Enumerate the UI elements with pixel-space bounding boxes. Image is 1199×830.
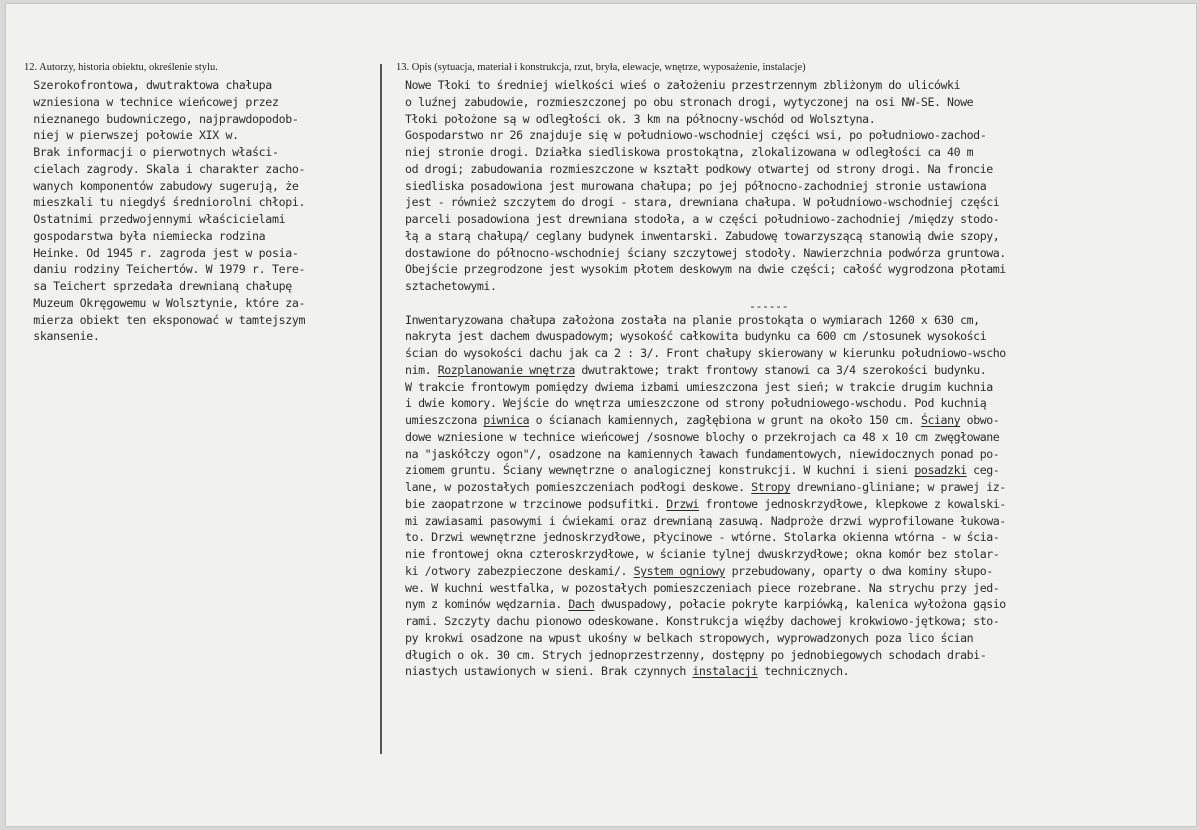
text-line: gospodarstwa była niemiecka rodzina xyxy=(20,228,266,243)
text-line: mierza obiekt ten eksponować w tamtejszym xyxy=(20,312,306,327)
text-line: W trakcie frontowym pomiędzy dwiema izbami umieszczona jest sień; w trakcie drugim kuchnia xyxy=(392,379,993,394)
text-line: od drogi; zabudowania rozmieszczone w kształt podkowy otwartej od strony drogi. Na froncie xyxy=(392,161,993,176)
text-line: dostawione do północno-wschodniej ściany szczytowej stodoły. Nawierzchnia podwórza gruntowa. xyxy=(392,245,1006,260)
text-line: niej stronie drogi. Działka siedliskowa prostokątna, zlokalizowana w odległości ca 40 m xyxy=(392,145,974,159)
text-line: ki /otwory zabezpieczone deskami/. System ogniowy przebudowany, oparty o dwa kominy słupo- xyxy=(392,563,993,578)
text-line: Brak informacji o pierwotnych właści- xyxy=(20,145,279,159)
text-line: skansenie. xyxy=(20,329,100,344)
text-line: Tłoki położone są w odległości ok. 3 km na północny-wschód od Wolsztyna. xyxy=(392,111,876,126)
text-line: Nowe Tłoki to średniej wielkości wieś o założeniu przestrzennym zbliżonym do ulicówki xyxy=(392,78,961,92)
text-line: Gospodarstwo nr 26 znajduje się w południowo-wschodniej części wsi, po południowo-zachod- xyxy=(392,128,987,143)
text-line: sztachetowymi. xyxy=(392,279,497,293)
underlined-term: System ogniowy xyxy=(633,563,726,578)
underlined-term: Dach xyxy=(568,597,595,612)
text-line: Inwentaryzowana chałupa założona została na planie prostokąta o wymiarach 1260 x 630 cm, xyxy=(392,312,980,327)
text-line: cielach zagrody. Skala i charakter zacho- xyxy=(20,161,306,176)
underlined-term: Rozplanowanie wnętrza xyxy=(437,362,575,377)
authors-history-section xyxy=(20,62,378,345)
text-line: ziomem gruntu. Ściany wewnętrzne o analogicznej konstrukcji. W kuchni i sieni posadzki ceg- xyxy=(392,463,1000,478)
history-text-block xyxy=(20,77,378,345)
text-line: niej w pierwszej połowie XIX w. xyxy=(20,128,239,143)
text-line: Szerokofrontowa, dwutraktowa chałupa xyxy=(20,78,272,92)
text-line: siedliska posadowiona jest murowana chałupa; po jej północno-zachodniej stronie ustawiona xyxy=(392,178,987,193)
underlined-term: Stropy xyxy=(751,480,791,494)
text-line: o luźnej zabudowie, rozmieszczonej po obu stronach drogi, wytyczonej na osi NW-SE. Nowe xyxy=(392,94,974,109)
text-line: ścian do wysokości dachu jak ca 2 : 3/. Front chałupy skierowany w kierunku południowo-wscho xyxy=(392,346,1006,360)
section-12-heading: 12. Autorzy, historia obiektu, określenie stylu. xyxy=(24,62,218,73)
building-description-paragraph xyxy=(392,312,1196,681)
text-line: Obejście przegrodzone jest wysokim płotem deskowym na dwie części; całość wygrodzona płotami xyxy=(392,262,1006,277)
underlined-term: instalacji xyxy=(692,664,758,679)
underlined-term: Ściany xyxy=(920,413,961,427)
text-line: nim. Rozplanowanie wnętrza dwutraktowe; trakt frontowy stanowi ca 3/4 szerokości budynku. xyxy=(392,362,987,377)
text-line: Muzeum Okręgowemu w Wolsztynie, które za- xyxy=(20,295,306,310)
text-line: we. W kuchni westfalka, w pozostałych pomieszczeniach piece rozebrane. Na strychu przy jed- xyxy=(392,580,1000,595)
inventory-card-sheet xyxy=(6,4,1196,826)
site-description-paragraph xyxy=(392,77,1196,295)
text-line: jest - również szczytem do drogi - stara, drewniana chałupa. W południowo-wschodniej części xyxy=(392,195,1000,210)
text-line: lane, w pozostałych pomieszczeniach podłogi deskowe. Stropy drewniano-gliniane; w prawej iz- xyxy=(392,480,1006,494)
paragraph-separator: ------ xyxy=(749,298,789,313)
underlined-term: piwnica xyxy=(483,413,530,427)
underlined-term: Drzwi xyxy=(666,496,699,511)
underlined-term: posadzki xyxy=(914,463,967,478)
text-line: nie frontowej okna czteroskrzydłowe, w ścianie tylnej dwuskrzydłowe; okna komór bez stolar- xyxy=(392,547,1000,561)
text-line: wanych komponentów zabudowy sugerują, że xyxy=(20,178,299,193)
text-line: niastych ustawionych w sieni. Brak czynnych instalacji technicznych. xyxy=(392,664,850,679)
text-line: parceli posadowiona jest drewniana stodoła, a w części południowo-zachodniej /między stodo- xyxy=(392,212,1000,226)
text-line: py krokwi osadzone na wpust ukośny w belkach stropowych, wyprowadzonych poza lico ścian xyxy=(392,630,974,645)
text-line: na "jaskółczy ogon"/, osadzone na kamiennych ławach fundamentowych, niewidocznych ponad po- xyxy=(392,446,1000,461)
text-line: Ostatnimi przedwojennymi właścicielami xyxy=(20,212,286,226)
text-line: długich o ok. 30 cm. Strych jednoprzestrzenny, dostępny po jednobiegowych schodach drabi- xyxy=(392,647,987,662)
text-line: rami. Szczyty dachu pionowo odeskowane. Konstrukcja więźby dachowej krokwiowo-jętkowa; sto- xyxy=(392,614,1000,628)
column-divider xyxy=(380,64,382,754)
text-line: mieszkali tu niegdyś średniorolni chłopi. xyxy=(20,195,306,210)
text-line: sa Teichert sprzedała drewnianą chałupę xyxy=(20,279,292,293)
text-line: bie zaopatrzone w trzcinowe podsufitki. Drzwi frontowe jednoskrzydłowe, klepkowe z kowalski- xyxy=(392,496,1006,511)
text-line: i dwie komory. Wejście do wnętrza umieszczone od strony południowego-wschodu. Pod kuchnią xyxy=(392,396,987,411)
text-line: nym z kominów wędzarnia. Dach dwuspadowy, połacie pokryte karpiówką, kalenica wyłożona gąsio xyxy=(392,597,1006,612)
text-line: umieszczona piwnica o ścianach kamiennych, zagłębiona w grunt na około 150 cm. Ściany obwo- xyxy=(392,413,1000,427)
text-line: wzniesiona w technice wieńcowej przez xyxy=(20,94,279,109)
text-line: to. Drzwi wewnętrzne jednoskrzydłowe, płycinowe - wtórne. Stolarka okienna wtórna - w ścia- xyxy=(392,530,1000,545)
description-section xyxy=(392,62,1196,680)
text-line: łą a starą chałupą/ ceglany budynek inwentarski. Zabudowę towarzyszącą stanowią dwie szopy, xyxy=(392,228,1000,243)
section-13-heading: 13. Opis (sytuacja, materiał i konstrukcja, rzut, bryła, elewacje, wnętrze, wyposażenie, instalacje) xyxy=(396,62,806,73)
text-line: Heinke. Od 1945 r. zagroda jest w posia- xyxy=(20,245,299,260)
text-line: nakryta jest dachem dwuspadowym; wysokość całkowita budynku ca 600 cm /stosunek wysokości xyxy=(392,329,987,344)
text-line: dowe wzniesione w technice wieńcowej /sosnowe blochy o przekrojach ca 48 x 10 cm zwęgłowane xyxy=(392,429,1000,444)
text-line: daniu rodziny Teichertów. W 1979 r. Tere- xyxy=(20,262,306,277)
text-line: mi zawiasami pasowymi i ćwiekami oraz drewnianą zasuwą. Nadproże drzwi wyprofilowane łukowa- xyxy=(392,513,1006,528)
text-line: nieznanego budowniczego, najprawdopodob- xyxy=(20,111,299,126)
